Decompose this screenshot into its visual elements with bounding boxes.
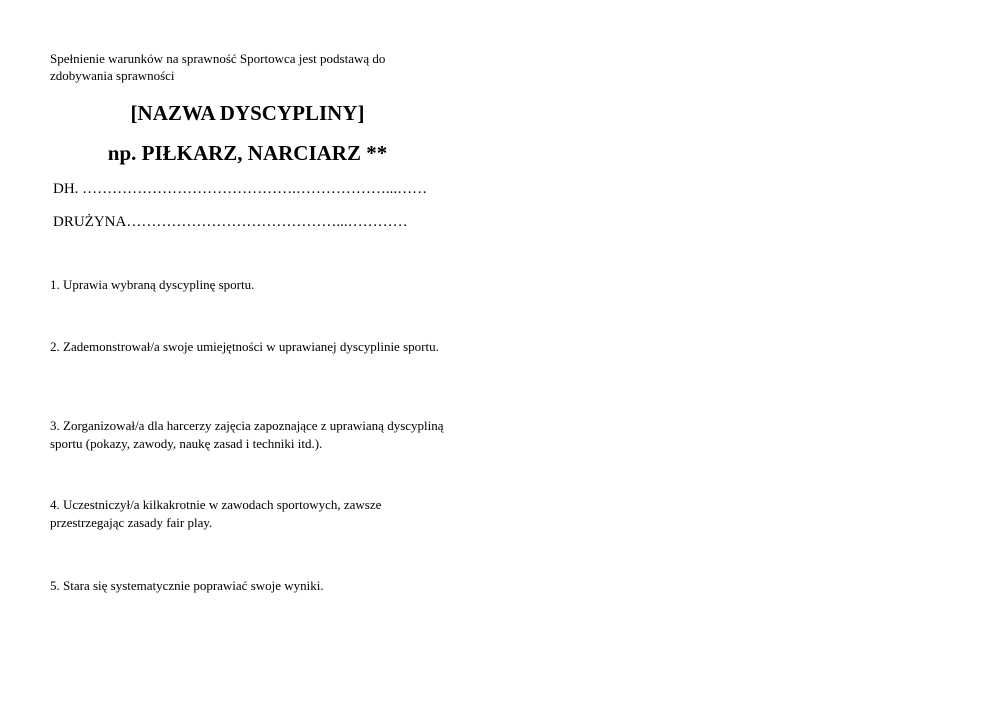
requirement-item: 3. Zorganizował/a dla harcerzy zajęcia zapoznające z uprawianą dyscypliną sportu (pokazy, zawody, naukę zasad i techniki itd.). (50, 418, 444, 451)
requirement-item: 2. Zademonstrował/a swoje umiejętności w uprawianej dyscyplinie sportu. (50, 339, 439, 354)
example-title: np. PIŁKARZ, NARCIARZ ** (107, 141, 388, 165)
requirement-item: 4. Uczestniczył/a kilkakrotnie w zawodach sportowych, zawsze przestrzegając zasady fair play. (50, 497, 382, 530)
requirement-item: 1. Uprawia wybraną dyscyplinę sportu. (50, 277, 255, 292)
requirement-item: 5. Stara się systematycznie poprawiać swoje wyniki. (50, 578, 324, 593)
dh-field: DH. …………………………………….………………...…… (53, 181, 428, 197)
druzyna-field: DRUŻYNA……………………………………...………… (53, 214, 408, 230)
intro-text: Spełnienie warunków na sprawność Sportowca jest podstawą do zdobywania sprawności (50, 51, 386, 83)
discipline-title: [NAZWA DYSCYPLINY] (130, 101, 365, 125)
